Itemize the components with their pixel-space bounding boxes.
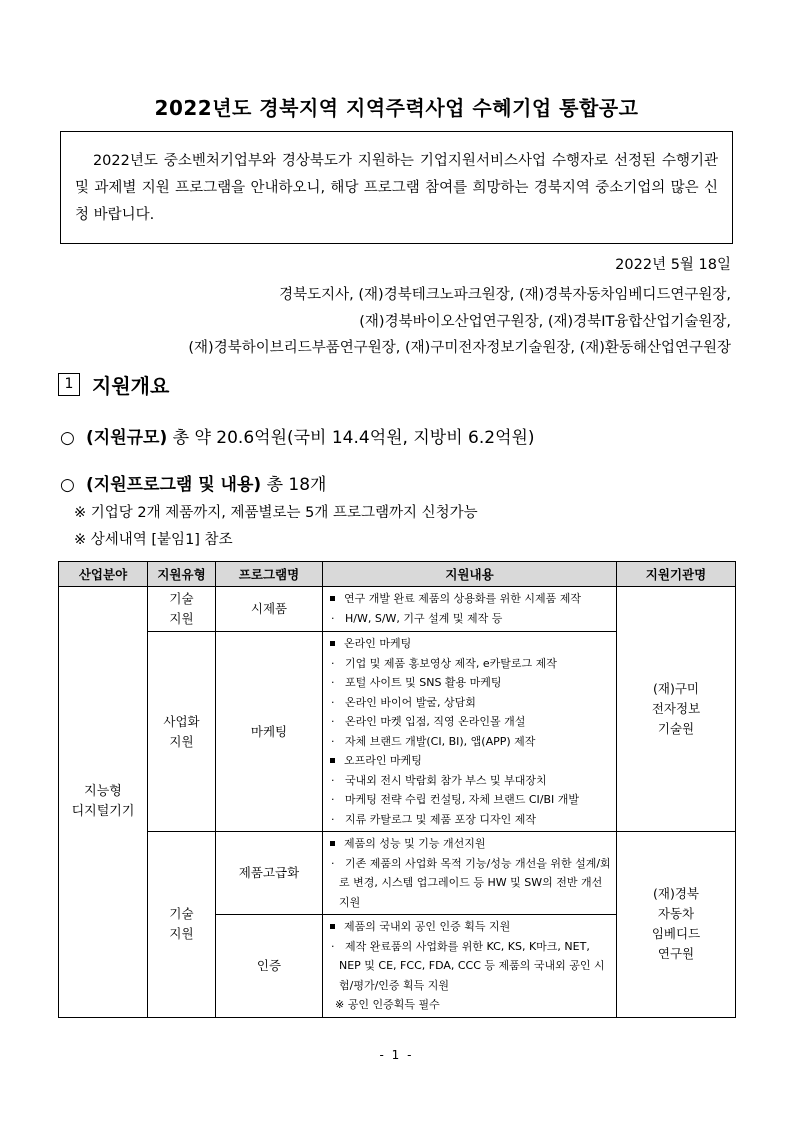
bullet-support-programs [60,470,326,495]
program-name-cell: 시제품 [216,587,323,632]
content-subitem-text: 마케팅 전략 수립 컨설팅, 자체 브랜드 CI/BI 개발 [345,793,580,806]
bullet-label: (지원규모) [86,428,168,448]
content-item [329,834,612,854]
content-item [329,634,612,654]
content-subitem: · 포털 사이트 및 SNS 활용 마케팅 [331,676,502,689]
square-bullet-icon [330,841,335,846]
support-type-cell: 기술 지원 [148,587,216,632]
content-note: ※ 공인 인증획득 필수 [335,998,440,1011]
bullet-text: 총 18개 [261,475,327,495]
content-subitem: · 기존 제품의 사업화 목적 기능/성능 개선을 위한 설계/회로 변경, 시스템 업그레이드 등 HW 및 SW의 전반 개선지원 [331,856,611,909]
intro-box [60,131,733,244]
org-line: (재)경북하이브리드부품연구원장, (재)구미전자정보기술원장, (재)환동해산업연구원장 [188,340,731,356]
content-subitem: · 자체 브랜드 개발(CI, BI), 앱(APP) 제작 [331,734,536,748]
content-subitem-text: 지류 카탈로그 및 제품 포장 디자인 제작 [345,812,536,826]
header-support-content: 지원내용 [323,562,617,587]
content-item [329,589,612,609]
table-row [59,832,736,915]
section-title: 지원개요 [92,374,170,398]
section-heading [58,370,169,399]
issuing-organizations [188,282,731,362]
support-type-cell: 기술 지원 [148,832,216,1018]
content-subitem-text: 포털 사이트 및 SNS 활용 마케팅 [345,676,502,689]
program-table [58,561,736,1018]
support-content-cell [323,915,617,1018]
bullet-label: (지원프로그램 및 내용) [86,475,262,495]
content-subitem: · 기업 및 제품 홍보영상 제작, e카탈로그 제작 [331,656,557,670]
page-title: 2022년도 경북지역 지역주력사업 수혜기업 통합공고 [154,96,639,120]
content-subitem: · 온라인 바이어 발굴, 상담회 [331,695,476,709]
header-program-name: 프로그램명 [216,562,323,587]
program-name-cell: 인증 [216,915,323,1018]
bullet-support-scale [60,423,535,448]
content-subitem: · 국내외 전시 박람회 참가 부스 및 부대장치 [331,773,547,787]
square-bullet-icon [330,924,335,929]
support-content-cell [323,832,617,915]
square-bullet-icon [330,596,335,601]
program-name-cell: 제품고급화 [216,832,323,915]
content-item [329,751,612,771]
note-line: ※ 상세내역 [붙임1] 참조 [74,532,233,548]
bullet-symbol: ○ [60,475,75,495]
notice-date: 2022년 5월 18일 [615,257,731,273]
content-item-text: 제품의 국내외 공인 인증 획득 지원 [344,920,511,933]
content-item-text: 오프라인 마케팅 [344,754,422,767]
content-subitem-text: 온라인 마켓 입점, 직영 온라인몰 개설 [345,715,526,728]
header-agency: 지원기관명 [617,562,736,587]
content-subitem-text: H/W, S/W, 기구 설계 및 제작 등 [345,611,503,625]
content-subitem: · 제작 완료품의 사업화를 위한 KC, KS, K마크, NET, NEP 및 CE, FCC, FDA, CCC 등 제품의 국내외 공인 시험/평가/인증 획득 지원 [331,939,605,992]
org-line: 경북도지사, (재)경북테크노파크원장, (재)경북자동차임베디드연구원장, [279,287,731,303]
content-subitem-text: 기존 제품의 사업화 목적 기능/성능 개선을 위한 설계/회로 변경, 시스템 업그레이드 등 HW 및 SW의 전반 개선지원 [339,856,611,909]
content-subitem-text: 국내외 전시 박람회 참가 부스 및 부대장치 [345,773,547,787]
content-subitem-text: 온라인 바이어 발굴, 상담회 [345,695,476,709]
content-item [329,917,612,937]
content-subitem: · 온라인 마켓 입점, 직영 온라인몰 개설 [331,715,526,728]
header-industry: 산업분야 [59,562,148,587]
bullet-symbol: ○ [60,428,75,448]
content-subitem: · 마케팅 전략 수립 컨설팅, 자체 브랜드 CI/BI 개발 [331,793,580,806]
note-line: ※ 기업당 2개 제품까지, 제품별로는 5개 프로그램까지 신청가능 [74,505,478,521]
bullet-text: 총 약 20.6억원(국비 14.4억원, 지방비 6.2억원) [167,428,535,448]
agency-cell: (재)구미 전자정보 기술원 [617,587,736,832]
org-line: (재)경북바이오산업연구원장, (재)경북IT융합산업기술원장, [359,313,731,330]
content-subitem-text: 기업 및 제품 홍보영상 제작, e카탈로그 제작 [345,656,557,670]
table-row [59,587,736,632]
intro-text-body: 2022년도 중소벤처기업부와 경상북도가 지원하는 기업지원서비스사업 수행자로 선정된 수행기관 및 과제별 지원 프로그램을 안내하오니, 해당 프로그램 참여를 희망하는 경북지역 중소기업의 많은 신청 바랍니다. [75,153,719,223]
program-name-cell: 마케팅 [216,632,323,832]
support-content-cell [323,587,617,632]
intro-text [75,148,718,229]
page-number: - 1 - [379,1048,414,1062]
content-item-text: 제품의 성능 및 기능 개선지원 [344,837,486,850]
content-subitem-text: 자체 브랜드 개발(CI, BI), 앱(APP) 제작 [345,734,536,748]
support-type-cell: 사업화 지원 [148,632,216,832]
table-header-row [59,562,736,587]
support-content-cell [323,632,617,832]
section-number: 1 [58,373,80,396]
industry-cell: 지능형 디지털기기 [59,587,148,1018]
content-subitem-text: 제작 완료품의 사업화를 위한 KC, KS, K마크, NET, NEP 및 CE, FCC, FDA, CCC 등 제품의 국내외 공인 시험/평가/인증 획득 지원 [339,939,605,992]
content-item-text: 연구 개발 완료 제품의 상용화를 위한 시제품 제작 [344,592,581,605]
content-subitem: · 지류 카탈로그 및 제품 포장 디자인 제작 [331,812,536,826]
content-subitem: · H/W, S/W, 기구 설계 및 제작 등 [331,611,503,625]
header-support-type: 지원유형 [148,562,216,587]
square-bullet-icon [330,758,335,763]
square-bullet-icon [330,641,335,646]
content-item-text: 온라인 마케팅 [344,637,412,650]
agency-cell: (재)경북 자동차 임베디드 연구원 [617,832,736,1018]
